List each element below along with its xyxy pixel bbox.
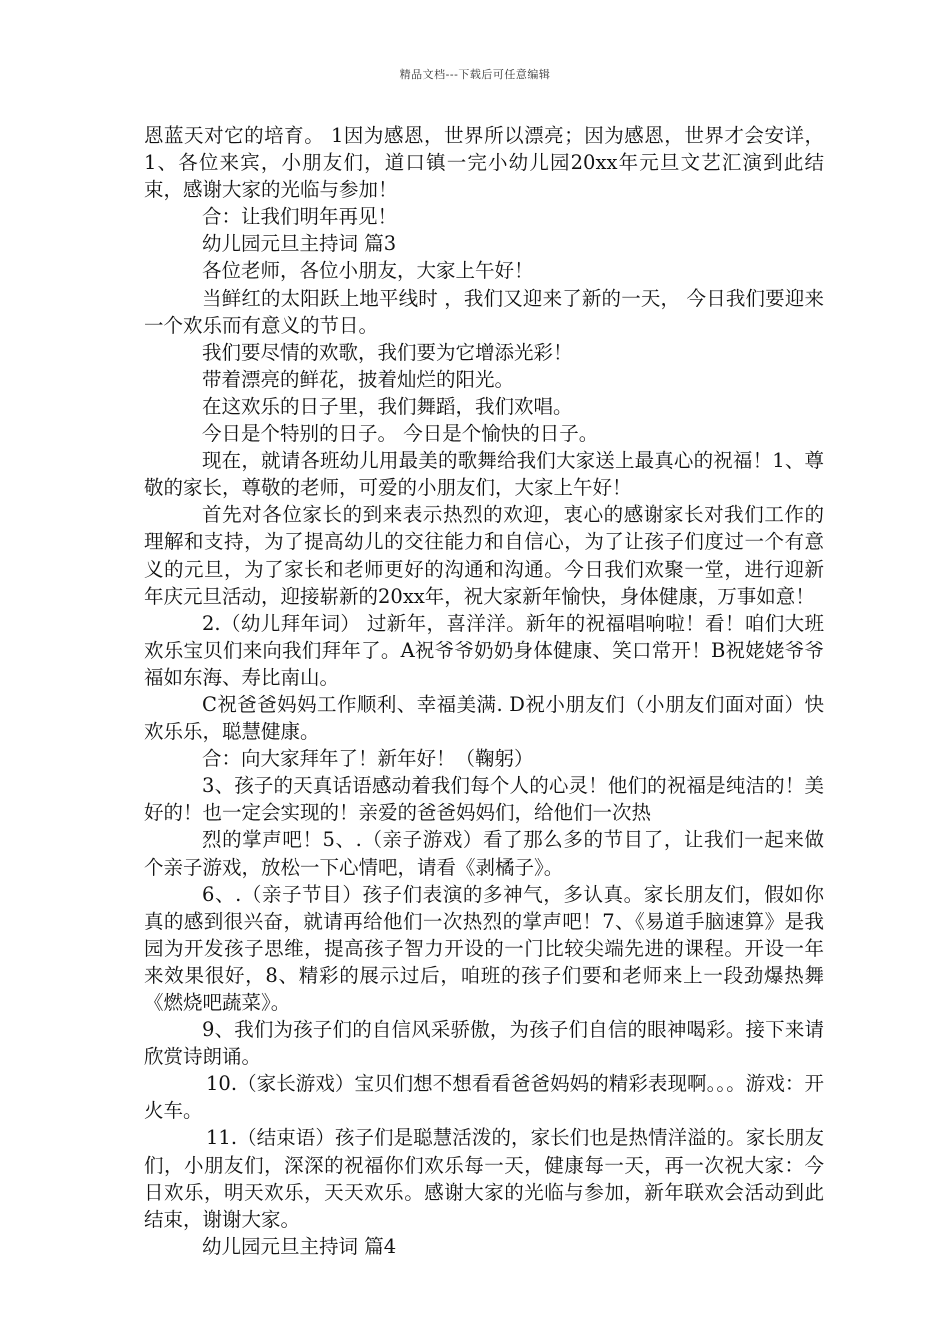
paragraph: C祝爸爸妈妈工作顺利、幸福美满. D祝小朋友们（小朋友们面对面）快欢乐乐，聪慧健康。 bbox=[144, 692, 824, 744]
paragraph: 9、我们为孩子们的自信风采骄傲，为孩子们自信的眼神喝彩。接下来请欣赏诗朗诵。 bbox=[144, 1018, 824, 1069]
section-heading: 幼儿园元旦主持词 篇3 bbox=[202, 232, 397, 256]
paragraph: 在这欢乐的日子里，我们舞蹈，我们欢唱。 bbox=[202, 394, 573, 418]
paragraph: 3、孩子的天真话语感动着我们每个人的心灵！他们的祝福是纯洁的！美好的！也一定会实现的！亲爱的爸爸妈妈们，给他们一次热 bbox=[144, 774, 824, 825]
paragraph: 合：让我们明年再见！ bbox=[202, 205, 398, 229]
paragraph: 11.（结束语）孩子们是聪慧活泼的，家长们也是热情洋溢的。家长朋友们，小朋友们，深深的祝福你们欢乐每一天，健康每一天，再一次祝大家：今日欢乐，明天欢乐，天天欢乐。感谢大家的光临与参加，新年联欢会活动到此结束，谢谢大家。 bbox=[144, 1126, 824, 1231]
document-body bbox=[144, 122, 824, 1260]
paragraph: 今日是个特别的日子。 今日是个愉快的日子。 bbox=[202, 422, 599, 446]
paragraph: 6、.（亲子节目）孩子们表演的多神气，多认真。家长朋友们，假如你真的感到很兴奋，就请再给他们一次热烈的掌声吧！7、《易道手脑速算》是我园为开发孩子思维，提高孩子智力开设的一门比较尖端先进的课程。开设一年来效果很好，8、精彩的展示过后，咱班的孩子们要和老师来上一段劲爆热舞《燃烧吧蔬菜》。 bbox=[144, 882, 824, 1014]
paragraph: 首先对各位家长的到来表示热烈的欢迎，衷心的感谢家长对我们工作的理解和支持，为了提高幼儿的交往能力和自信心，为了让孩子们度过一个有意义的元旦，为了家长和老师更好的沟通和沟通。今日我们欢聚一堂，进行迎新年庆元旦活动，迎接崭新的20xx年，祝大家新年愉快，身体健康，万事如意！ bbox=[144, 503, 824, 608]
paragraph: 我们要尽情的欢歌，我们要为它增添光彩！ bbox=[202, 340, 573, 364]
paragraph: 现在，就请各班幼儿用最美的歌舞给我们大家送上最真心的祝福！1、尊敬的家长，尊敬的老师，可爱的小朋友们，大家上午好！ bbox=[144, 449, 824, 500]
paragraph: 当鲜红的太阳跃上地平线时 ，我们又迎来了新的一天， 今日我们要迎来一个欢乐而有意义的节日。 bbox=[144, 286, 824, 337]
page-header: 精品文档---下载后可任意编辑 bbox=[399, 68, 551, 81]
paragraph: 合：向大家拜年了！新年好！（鞠躬） bbox=[202, 747, 534, 771]
paragraph: 恩蓝天对它的培育。 1因为感恩，世界所以漂亮；因为感恩，世界才会安详，1、各位来宾，小朋友们，道口镇一完小幼儿园20xx年元旦文艺汇演到此结束，感谢大家的光临与参加！ bbox=[144, 124, 824, 202]
section-heading: 幼儿园元旦主持词 篇4 bbox=[202, 1234, 397, 1258]
paragraph: 10.（家长游戏）宝贝们想不想看看爸爸妈妈的精彩表现啊。。。游戏：开火车。 bbox=[144, 1072, 824, 1123]
paragraph: 带着漂亮的鲜花，披着灿烂的阳光。 bbox=[202, 367, 515, 391]
paragraph: 各位老师，各位小朋友，大家上午好！ bbox=[202, 259, 534, 283]
paragraph: 烈的掌声吧！5、.（亲子游戏）看了那么多的节目了，让我们一起来做个亲子游戏，放松一下心情吧，请看《剥橘子》。 bbox=[144, 828, 824, 879]
paragraph: 2.（幼儿拜年词） 过新年，喜洋洋。新年的祝福唱响啦！看！咱们大班欢乐宝贝们来向我们拜年了。A祝爷爷奶奶身体健康、笑口常开！B祝姥姥爷爷福如东海、寿比南山。 bbox=[144, 611, 824, 689]
